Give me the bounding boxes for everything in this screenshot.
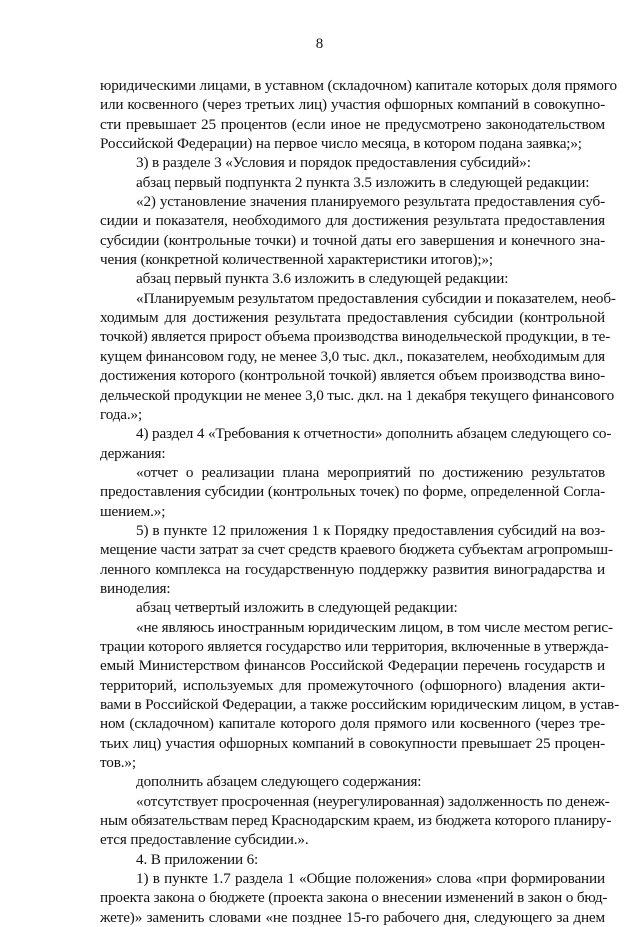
text-line: 3) в разделе 3 «Условия и порядок предоставления субсидий»: bbox=[136, 154, 531, 172]
text-line: трации которого является государство или территория, включенные в утвержда- bbox=[100, 637, 609, 655]
text-line: сидии и показателя, необходимого для достижения результата предоставления bbox=[100, 212, 605, 230]
text-line: мещение части затрат за счет средств краевого бюджета субъектам агропромыш- bbox=[100, 541, 613, 559]
text-line: вами в Российской Федерации, а также российским юридическим лицом, в устав- bbox=[100, 696, 619, 713]
text-line: кущем финансовом году, не менее 3,0 тыс. дкл., показателем, необходимым для bbox=[100, 347, 605, 365]
text-line: виноделия: bbox=[100, 579, 171, 597]
text-line: «отчет о реализации плана мероприятий по достижению результатов bbox=[136, 463, 605, 481]
text-line: абзац первый пункта 3.6 изложить в следующей редакции: bbox=[136, 270, 509, 288]
document-body bbox=[100, 76, 619, 927]
text-line: «2) установление значения планируемого результата предоставления суб- bbox=[136, 193, 605, 211]
text-line: 4) раздел 4 «Требования к отчетности» дополнить абзацем следующего со- bbox=[136, 425, 612, 443]
text-line: тьих лиц) участия офшорных компаний в совокупности превышает 25 процен- bbox=[100, 734, 605, 752]
text-line: ным обязательствам перед Краснодарским краем, из бюджета которого планиру- bbox=[100, 812, 612, 830]
text-line: Российской Федерации) на первое число месяца, в котором подана заявка;»; bbox=[100, 135, 582, 153]
text-line: «отсутствует просроченная (неурегулированная) задолженность по денеж- bbox=[136, 792, 610, 810]
text-line: территорий, используемых для промежуточного (офшорного) владения акти- bbox=[100, 676, 605, 694]
text-line: шением.»; bbox=[100, 502, 166, 520]
text-line: ется предоставление субсидии.». bbox=[100, 831, 309, 849]
page-number: 8 bbox=[315, 36, 324, 52]
text-line: жете)» заменить словами «не позднее 15-го рабочего дня, следующего за днем bbox=[100, 908, 605, 926]
text-line: точкой) является прирост объема производства винодельческой продукции, в те- bbox=[100, 328, 611, 346]
text-line: тов.»; bbox=[100, 754, 136, 772]
text-line: проекта закона о бюджете (проекта закона о внесении изменений в закон о бюд- bbox=[100, 889, 608, 907]
text-line: дополнить абзацем следующего содержания: bbox=[136, 773, 422, 791]
text-line: юридическими лицами, в уставном (складочном) капитале которых доля прямого bbox=[100, 77, 617, 94]
text-line: абзац первый подпункта 2 пункта 3.5 изложить в следующей редакции: bbox=[136, 173, 590, 191]
text-line: ном (складочном) капитале которого доля прямого или косвенного (через тре- bbox=[100, 715, 605, 733]
text-line: «не являюсь иностранным юридическим лицом, в том числе местом регис- bbox=[136, 618, 613, 636]
text-line: ходимым для достижения результата предоставления субсидии (контрольной bbox=[100, 309, 605, 327]
text-line: достижения которого (контрольной точкой) является объем производства вино- bbox=[100, 367, 605, 385]
text-line: предоставления субсидии (контрольных точек) по форме, определенной Согла- bbox=[100, 483, 605, 501]
text-line: дельческой продукции не менее 3,0 тыс. дкл. на 1 декабря текущего финансового bbox=[100, 386, 615, 404]
text-line: или косвенного (через третьих лиц) участия офшорных компаний в совокупно- bbox=[100, 96, 605, 114]
text-line: сти превышает 25 процентов (если иное не предусмотрено законодательством bbox=[100, 115, 605, 133]
text-line: 5) в пункте 12 приложения 1 к Порядку предоставления субсидий на воз- bbox=[136, 521, 605, 539]
text-line: абзац четвертый изложить в следующей редакции: bbox=[136, 599, 458, 617]
text-line: года.»; bbox=[100, 405, 143, 423]
text-line: держания: bbox=[100, 444, 166, 462]
text-line: ленного комплекса на государственную поддержку развития виноградарства и bbox=[100, 560, 605, 578]
text-line: чения (конкретной количественной характеристики итогов);»; bbox=[100, 251, 493, 269]
text-line: «Планируемым результатом предоставления субсидии и показателем, необ- bbox=[136, 289, 616, 307]
text-line: емый Министерством финансов Российской Федерации перечень государств и bbox=[100, 657, 605, 675]
text-line: 4. В приложении 6: bbox=[136, 850, 259, 868]
text-line: субсидии (контрольные точки) и точной даты его завершения и конечного зна- bbox=[100, 231, 605, 249]
text-line: 1) в пункте 1.7 раздела 1 «Общие положения» слова «при формировании bbox=[136, 870, 605, 888]
